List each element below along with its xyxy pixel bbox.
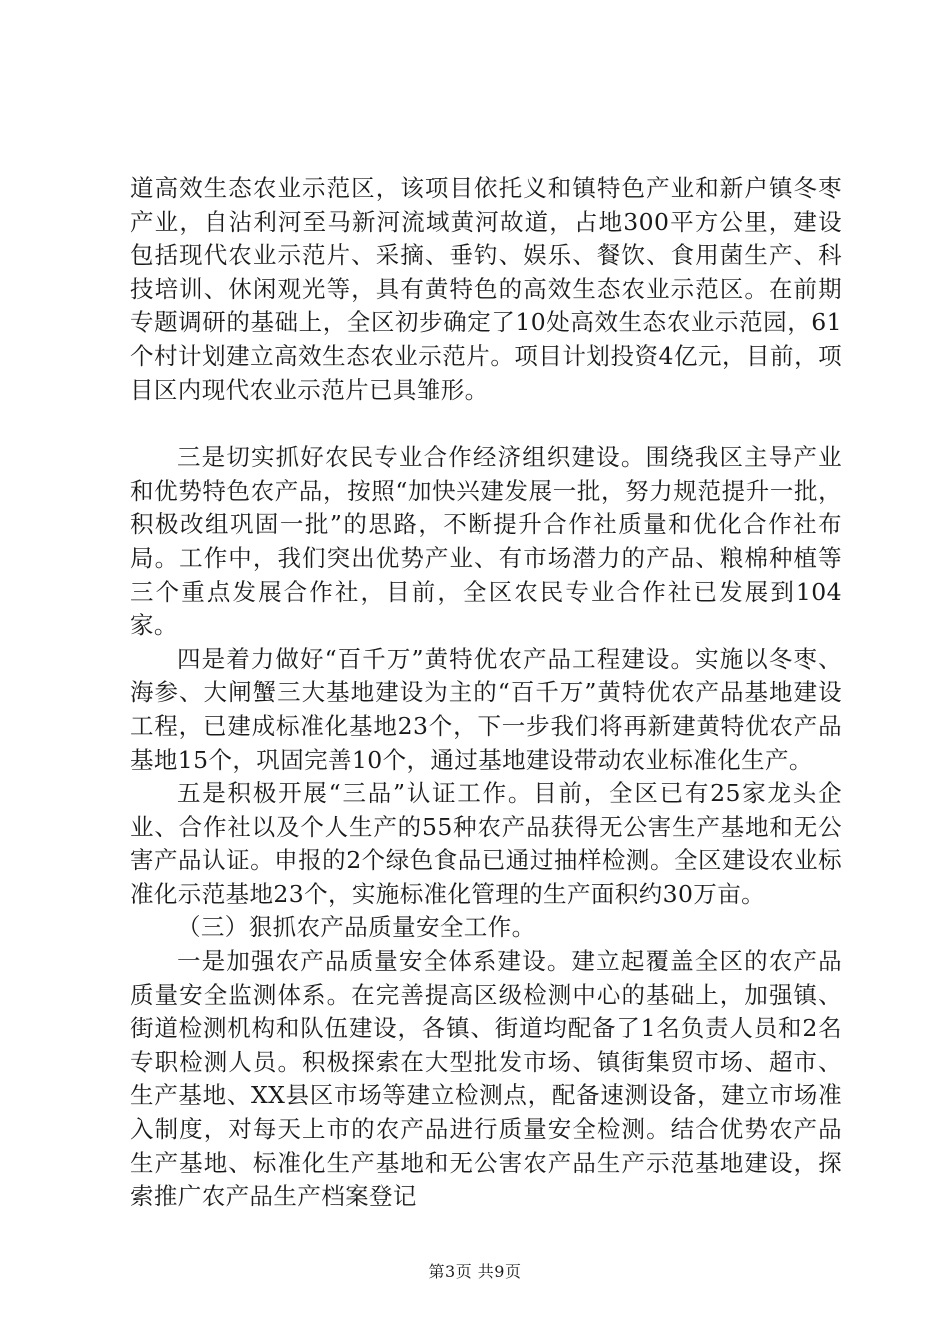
- paragraph-bases: 四是着力做好“百千万”黄特优农产品工程建设。实施以冬枣、海参、大闸蟹三大基地建设为主的“百千万”黄特优农产品基地建设工程，已建成标准化基地23个，下一步我们将再新建黄特优农产品基地15个，巩固完善10个，通过基地建设带动农业标准化生产。: [130, 644, 842, 774]
- page-number-footer: 第3页 共9页: [428, 1262, 522, 1281]
- paragraph-continued: 道高效生态农业示范区，该项目依托义和镇特色产业和新户镇冬枣产业，自沾利河至马新河流域黄河故道，占地300平方公里，建设包括现代农业示范片、采摘、垂钓、娱乐、餐饮、食用菌生产、科技培训、休闲观光等，具有黄特色的高效生态农业示范区。在前期专题调研的基础上，全区初步确定了10处高效生态农业示范园，61个村计划建立高效生态农业示范片。项目计划投资4亿元，目前，项目区内现代农业示范片已具雏形。: [130, 174, 842, 404]
- paragraph-certification: 五是积极开展“三品”认证工作。目前，全区已有25家龙头企业、合作社以及个人生产的55种农产品获得无公害生产基地和无公害产品认证。申报的2个绿色食品已通过抽样检测。全区建设农业标准化示范基地23个，实施标准化管理的生产面积约30万亩。: [130, 779, 842, 908]
- paragraph-quality-system: 一是加强农产品质量安全体系建设。建立起覆盖全区的农产品质量安全监测体系。在完善提高区级检测中心的基础上，加强镇、街道检测机构和队伍建设，各镇、街道均配备了1名负责人员和2名专职检测人员。积极探索在大型批发市场、镇街集贸市场、超市、生产基地、XX县区市场等建立检测点，配备速测设备，建立市场准入制度，对每天上市的农产品进行质量安全检测。结合优势农产品生产基地、标准化生产基地和无公害农产品生产示范基地建设，探索推广农产品生产档案登记: [130, 947, 842, 1211]
- paragraph-cooperatives: 三是切实抓好农民专业合作经济组织建设。围绕我区主导产业和优势特色农产品，按照“加快兴建发展一批，努力规范提升一批，积极改组巩固一批”的思路，不断提升合作社质量和优化合作社布局。工作中，我们突出优势产业、有市场潜力的产品、粮棉种植等三个重点发展合作社，目前，全区农民专业合作社已发展到104家。: [130, 443, 842, 640]
- section-heading: （三）狠抓农产品质量安全工作。: [177, 913, 536, 942]
- document-body: [130, 172, 842, 1214]
